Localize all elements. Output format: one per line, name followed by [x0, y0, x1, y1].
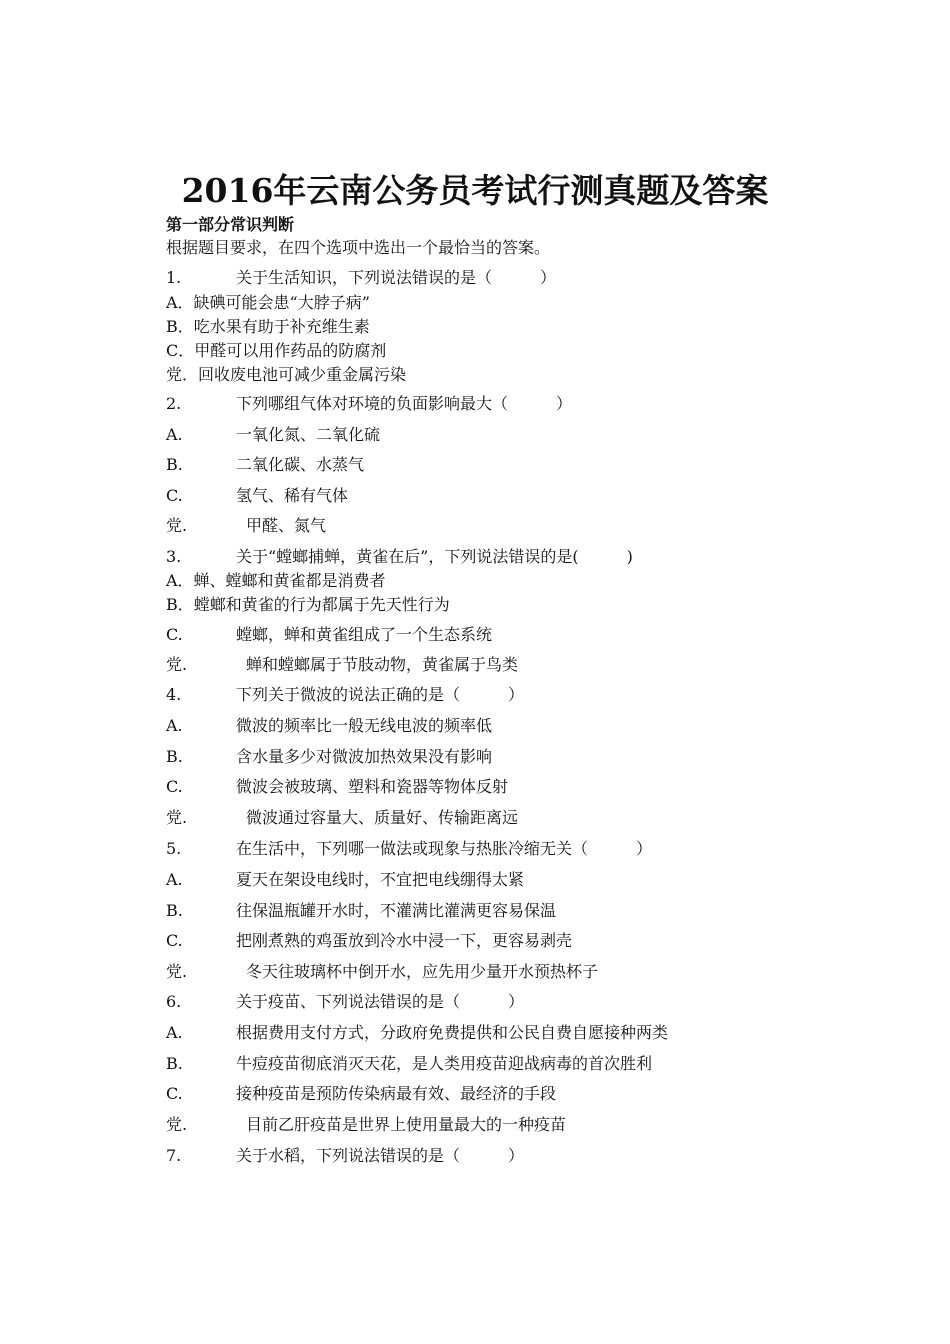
section-heading: 第一部分常识判断: [166, 215, 295, 234]
option-letter: C.: [166, 625, 183, 644]
option-text: 根据费用支付方式，分政府免费提供和公民自费自愿接种两类: [236, 1023, 669, 1042]
option-text: 蝉和螳螂属于节肢动物，黄雀属于鸟类: [246, 655, 519, 674]
option-letter: 党.: [166, 1115, 188, 1134]
option-letter: A.: [166, 716, 183, 735]
question-stem: 关于生活知识，下列说法错误的是（ ）: [236, 268, 557, 287]
question-stem: 关于水稻，下列说法错误的是（ ）: [236, 1146, 525, 1165]
question-number: 4.: [166, 685, 182, 704]
option-text: 氢气、稀有气体: [236, 486, 349, 505]
option-letter: 党.: [166, 655, 188, 674]
option-text: A．蝉、螳螂和黄雀都是消费者: [166, 571, 386, 590]
option-text: 目前乙肝疫苗是世界上使用量最大的一种疫苗: [246, 1115, 567, 1134]
option-letter: B.: [166, 901, 183, 920]
option-letter: C.: [166, 931, 183, 950]
question-stem: 在生活中，下列哪一做法或现象与热胀冷缩无关（ ）: [236, 839, 653, 858]
option-letter: C.: [166, 777, 183, 796]
question-number: 7.: [166, 1146, 182, 1165]
option-text: B．吃水果有助于补充维生素: [166, 317, 370, 336]
option-text: A．缺碘可能会患“大脖子病”: [166, 293, 370, 312]
question-number: 5.: [166, 839, 182, 858]
option-text: 含水量多少对微波加热效果没有影响: [236, 747, 493, 766]
option-letter: 党.: [166, 516, 188, 535]
option-text: 冬天往玻璃杯中倒开水，应先用少量开水预热杯子: [246, 962, 599, 981]
option-letter: B.: [166, 747, 183, 766]
option-text: 甲醛、氮气: [246, 516, 327, 535]
option-letter: C.: [166, 486, 183, 505]
question-stem: 关于疫苗、下列说法错误的是（ ）: [236, 992, 525, 1011]
option-letter: A.: [166, 870, 183, 889]
question-number: 6.: [166, 992, 182, 1011]
option-letter: 党.: [166, 962, 188, 981]
question-stem: 下列关于微波的说法正确的是（ ）: [236, 685, 525, 704]
question-stem: 关于“螳螂捕蝉，黄雀在后”，下列说法错误的是( ): [236, 547, 633, 566]
option-text: 接种疫苗是预防传染病最有效、最经济的手段: [236, 1084, 557, 1103]
option-letter: 党.: [166, 808, 188, 827]
option-text: 往保温瓶罐开水时，不灌满比灌满更容易保温: [236, 901, 557, 920]
option-text: 微波会被玻璃、塑料和瓷器等物体反射: [236, 777, 509, 796]
document-title: 2016年云南公务员考试行测真题及答案: [181, 171, 769, 210]
option-letter: B.: [166, 1054, 183, 1073]
instructions: 根据题目要求，在四个选项中选出一个最恰当的答案。: [166, 238, 551, 257]
option-text: 一氧化氮、二氧化硫: [236, 425, 381, 444]
option-text: 二氧化碳、水蒸气: [236, 455, 365, 474]
option-text: 牛痘疫苗彻底消灭天花，是人类用疫苗迎战病毒的首次胜利: [236, 1054, 653, 1073]
option-text: B．螳螂和黄雀的行为都属于先天性行为: [166, 595, 450, 614]
question-stem: 下列哪组气体对环境的负面影响最大（ ）: [236, 394, 573, 413]
option-letter: A.: [166, 1023, 183, 1042]
question-number: 1.: [166, 268, 182, 287]
option-text: 把刚煮熟的鸡蛋放到冷水中浸一下，更容易剥壳: [236, 931, 573, 950]
option-text: 夏天在架设电线时，不宜把电线绷得太紧: [236, 870, 525, 889]
question-number: 3.: [166, 547, 182, 566]
option-letter: B.: [166, 455, 183, 474]
option-text: 党．回收废电池可减少重金属污染: [166, 365, 407, 384]
option-text: 螳螂，蝉和黄雀组成了一个生态系统: [236, 625, 493, 644]
option-text: 微波通过容量大、质量好、传输距离远: [246, 808, 519, 827]
option-text: 微波的频率比一般无线电波的频率低: [236, 716, 493, 735]
option-text: C．甲醛可以用作药品的防腐剂: [166, 341, 387, 360]
question-number: 2.: [166, 394, 182, 413]
option-letter: C.: [166, 1084, 183, 1103]
option-letter: A.: [166, 425, 183, 444]
